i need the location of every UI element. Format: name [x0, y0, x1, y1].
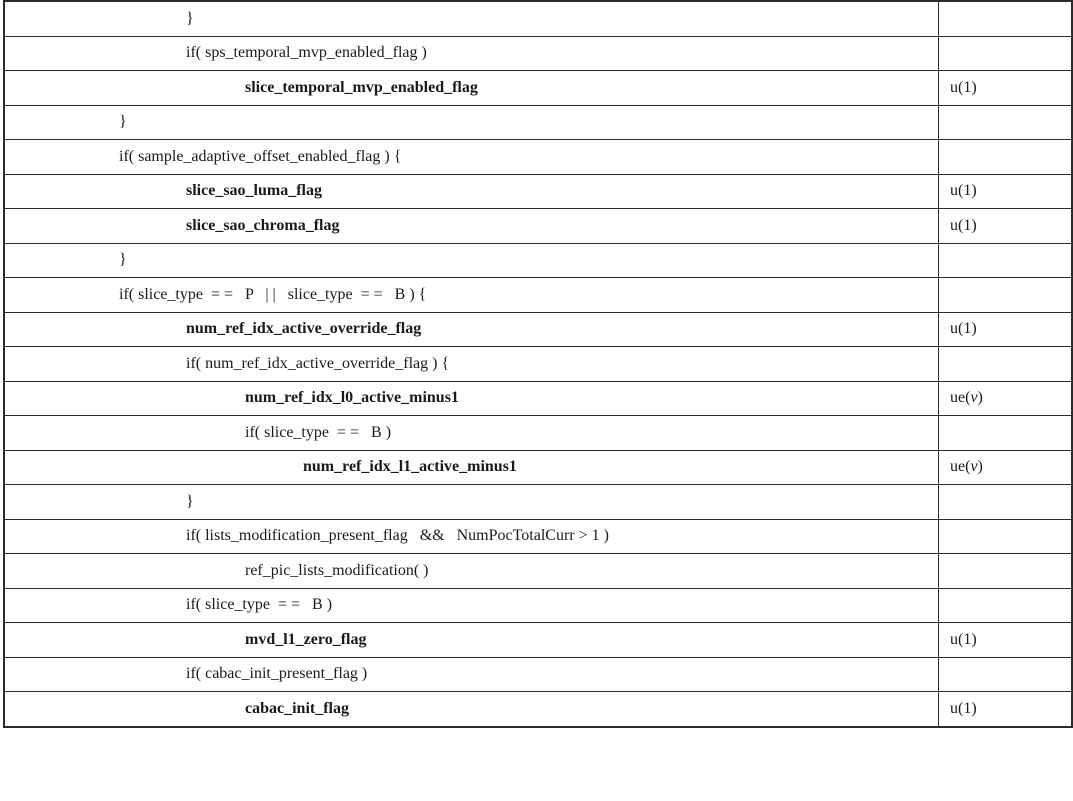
table-row	[4, 278, 1072, 313]
descriptor-cell	[939, 450, 1073, 485]
descriptor-cell	[939, 105, 1073, 140]
descriptor-cell	[939, 1, 1073, 36]
syntax-cell: if( lists_modification_present_flag && NumPocTotalCurr > 1 )	[4, 519, 939, 554]
syntax-element-cell: cabac_init_flag	[4, 692, 939, 727]
descriptor-cell: u(1)	[939, 71, 1073, 106]
table-row	[4, 36, 1072, 71]
syntax-cell: }	[4, 485, 939, 520]
syntax-element-cell: num_ref_idx_l1_active_minus1	[4, 450, 939, 485]
syntax-element-cell: num_ref_idx_active_override_flag	[4, 312, 939, 347]
syntax-cell: if( slice_type = = B )	[4, 588, 939, 623]
syntax-cell: if( cabac_init_present_flag )	[4, 657, 939, 692]
descriptor-cell: u(1)	[939, 209, 1073, 244]
descriptor-cell: u(1)	[939, 623, 1073, 658]
descriptor-cell	[939, 36, 1073, 71]
descriptor-cell	[939, 381, 1073, 416]
descriptor-suffix: )	[977, 458, 983, 476]
table-row	[4, 105, 1072, 140]
slice-header-syntax-table	[3, 0, 1073, 728]
syntax-cell: if( slice_type = = B )	[4, 416, 939, 451]
descriptor-cell	[939, 140, 1073, 175]
syntax-element-cell: slice_sao_luma_flag	[4, 174, 939, 209]
table-row	[4, 416, 1072, 451]
descriptor-cell	[939, 554, 1073, 589]
table-row	[4, 554, 1072, 589]
descriptor-cell	[939, 657, 1073, 692]
descriptor-cell	[939, 243, 1073, 278]
syntax-element-cell: mvd_l1_zero_flag	[4, 623, 939, 658]
syntax-cell: if( sample_adaptive_offset_enabled_flag ) {	[4, 140, 939, 175]
descriptor-cell	[939, 519, 1073, 554]
syntax-cell: ref_pic_lists_modification( )	[4, 554, 939, 589]
syntax-element-cell: slice_sao_chroma_flag	[4, 209, 939, 244]
descriptor-cell	[939, 416, 1073, 451]
table-row	[4, 71, 1072, 106]
syntax-cell: }	[4, 105, 939, 140]
table-row	[4, 623, 1072, 658]
table-row	[4, 450, 1072, 485]
descriptor-cell: u(1)	[939, 312, 1073, 347]
syntax-cell: if( slice_type = = P | | slice_type = = B ) {	[4, 278, 939, 313]
descriptor-variable: v	[970, 389, 978, 407]
descriptor-suffix: )	[977, 389, 983, 407]
table-row	[4, 243, 1072, 278]
table-row	[4, 209, 1072, 244]
table-row	[4, 140, 1072, 175]
table-row	[4, 1, 1072, 36]
descriptor-cell	[939, 347, 1073, 382]
syntax-cell: if( sps_temporal_mvp_enabled_flag )	[4, 36, 939, 71]
descriptor-prefix: ue(	[950, 458, 971, 476]
table-row	[4, 519, 1072, 554]
descriptor-cell	[939, 278, 1073, 313]
descriptor-cell: u(1)	[939, 174, 1073, 209]
table-row	[4, 657, 1072, 692]
descriptor-cell	[939, 588, 1073, 623]
table-row	[4, 312, 1072, 347]
syntax-element-cell: slice_temporal_mvp_enabled_flag	[4, 71, 939, 106]
table-row	[4, 347, 1072, 382]
descriptor-cell: u(1)	[939, 692, 1073, 727]
descriptor-variable: v	[970, 458, 978, 476]
syntax-element-cell: num_ref_idx_l0_active_minus1	[4, 381, 939, 416]
table-row	[4, 692, 1072, 727]
table-row	[4, 588, 1072, 623]
descriptor-prefix: ue(	[950, 389, 971, 407]
table-row	[4, 174, 1072, 209]
syntax-cell: }	[4, 243, 939, 278]
syntax-cell: }	[4, 1, 939, 36]
syntax-cell: if( num_ref_idx_active_override_flag ) {	[4, 347, 939, 382]
descriptor-cell	[939, 485, 1073, 520]
table-row	[4, 485, 1072, 520]
table-row	[4, 381, 1072, 416]
